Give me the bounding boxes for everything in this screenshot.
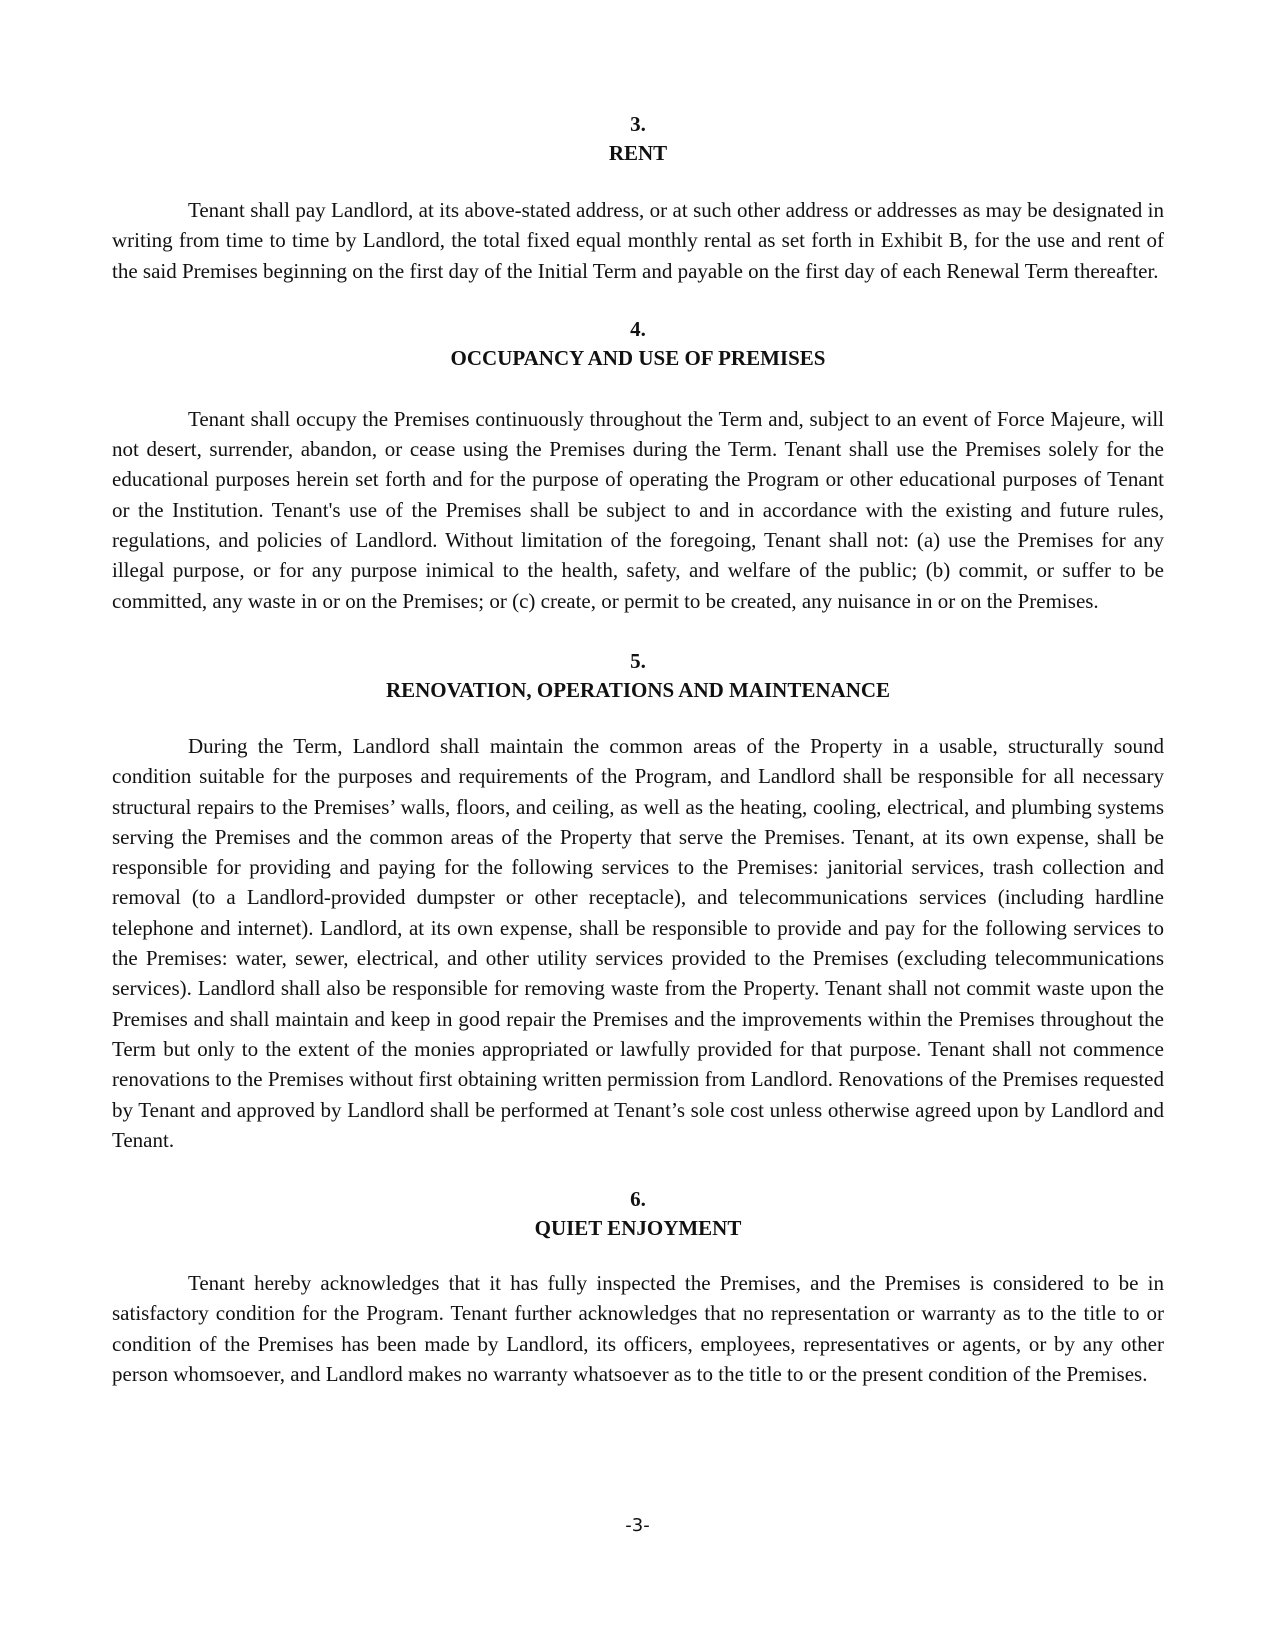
section-heading bbox=[112, 110, 1164, 168]
section-quiet-enjoyment bbox=[112, 1185, 1164, 1389]
section-title: OCCUPANCY AND USE OF PREMISES bbox=[450, 345, 826, 370]
section-number: 5. bbox=[630, 648, 646, 673]
section-heading bbox=[112, 1185, 1164, 1243]
section-renovation bbox=[112, 647, 1164, 1155]
section-number: 3. bbox=[630, 112, 646, 136]
section-number: 6. bbox=[630, 1187, 646, 1212]
section-title: QUIET ENJOYMENT bbox=[534, 1216, 742, 1241]
section-title: RENOVATION, OPERATIONS AND MAINTENANCE bbox=[385, 677, 891, 702]
page-number: -3- bbox=[625, 1515, 650, 1536]
section-heading bbox=[112, 315, 1164, 373]
section-body: Tenant shall occupy the Premises continuously throughout the Term and, subject to an event of Force Majeure, will not desert, surrender, abandon, or cease using the Premises during the Term. Tenant shall use the Premises solely for the educational purposes herein set forth and for the purpose of operating the Program or other educational purposes of Tenant or the Institution. Tenant's use of the Premises shall be subject to and in accordance with the existing and future rules, regulations, and policies of Landlord. Without limitation of the foregoing, Tenant shall not: (a) use the Premises for any illegal purpose, or for any purpose inimical to the health, safety, and welfare of the public; (b) commit, or suffer to be committed, any waste in or on the Premises; or (c) create, or permit to be created, any nuisance in or on the Premises. bbox=[112, 406, 1164, 613]
section-body: Tenant hereby acknowledges that it has fully inspected the Premises, and the Premises is considered to be in satisfactory condition for the Program. Tenant further acknowledges that no representation or warranty as to the title to or condition of the Premises has been made by Landlord, its officers, employees, representatives or agents, or by any other person whomsoever, and Landlord makes no warranty whatsoever as to the title to or the present condition of the Premises. bbox=[112, 1271, 1164, 1387]
section-body: Tenant shall pay Landlord, at its above-stated address, or at such other address or addresses as may be designated in writing from time to time by Landlord, the total fixed equal monthly rental as set forth in Exhibit B, for the use and rent of the said Premises beginning on the first day of the Initial Term and payable on the first day of each Renewal Term thereafter. bbox=[112, 198, 1164, 283]
section-number: 4. bbox=[630, 316, 646, 341]
section-rent bbox=[112, 110, 1164, 286]
section-body: During the Term, Landlord shall maintain the common areas of the Property in a usable, structurally sound condition suitable for the purposes and requirements of the Program, and Landlord shall be responsible for all necessary structural repairs to the Premises’ walls, floors, and ceiling, as well as the heating, cooling, electrical, and plumbing systems serving the Premises and the common areas of the Property that serve the Premises. Tenant, at its own expense, shall be responsible for providing and paying for the following services to the Premises: janitorial services, trash collection and removal (to a Landlord-provided dumpster or other receptacle), and telecommunications services (including hardline telephone and internet). Landlord, at its own expense, shall be responsible to provide and pay for the following services to the Premises: water, sewer, electrical, and other utility services provided to the Premises (excluding telecommunications services). Landlord shall also be responsible for removing waste from the Property. Tenant shall not commit waste upon the Premises and shall maintain and keep in good repair the Premises and the improvements within the Premises throughout the Term but only to the extent of the monies appropriated or lawfully provided for that purpose. Tenant shall not commence renovations to the Premises without first obtaining written permission from Landlord. Renovations of the Premises requested by Tenant and approved by Landlord shall be performed at Tenant’s sole cost unless otherwise agreed upon by Landlord and Tenant. bbox=[112, 733, 1164, 1152]
section-heading bbox=[112, 647, 1164, 705]
section-title: RENT bbox=[608, 141, 668, 165]
document-page bbox=[112, 110, 1164, 1389]
section-occupancy bbox=[112, 315, 1164, 616]
